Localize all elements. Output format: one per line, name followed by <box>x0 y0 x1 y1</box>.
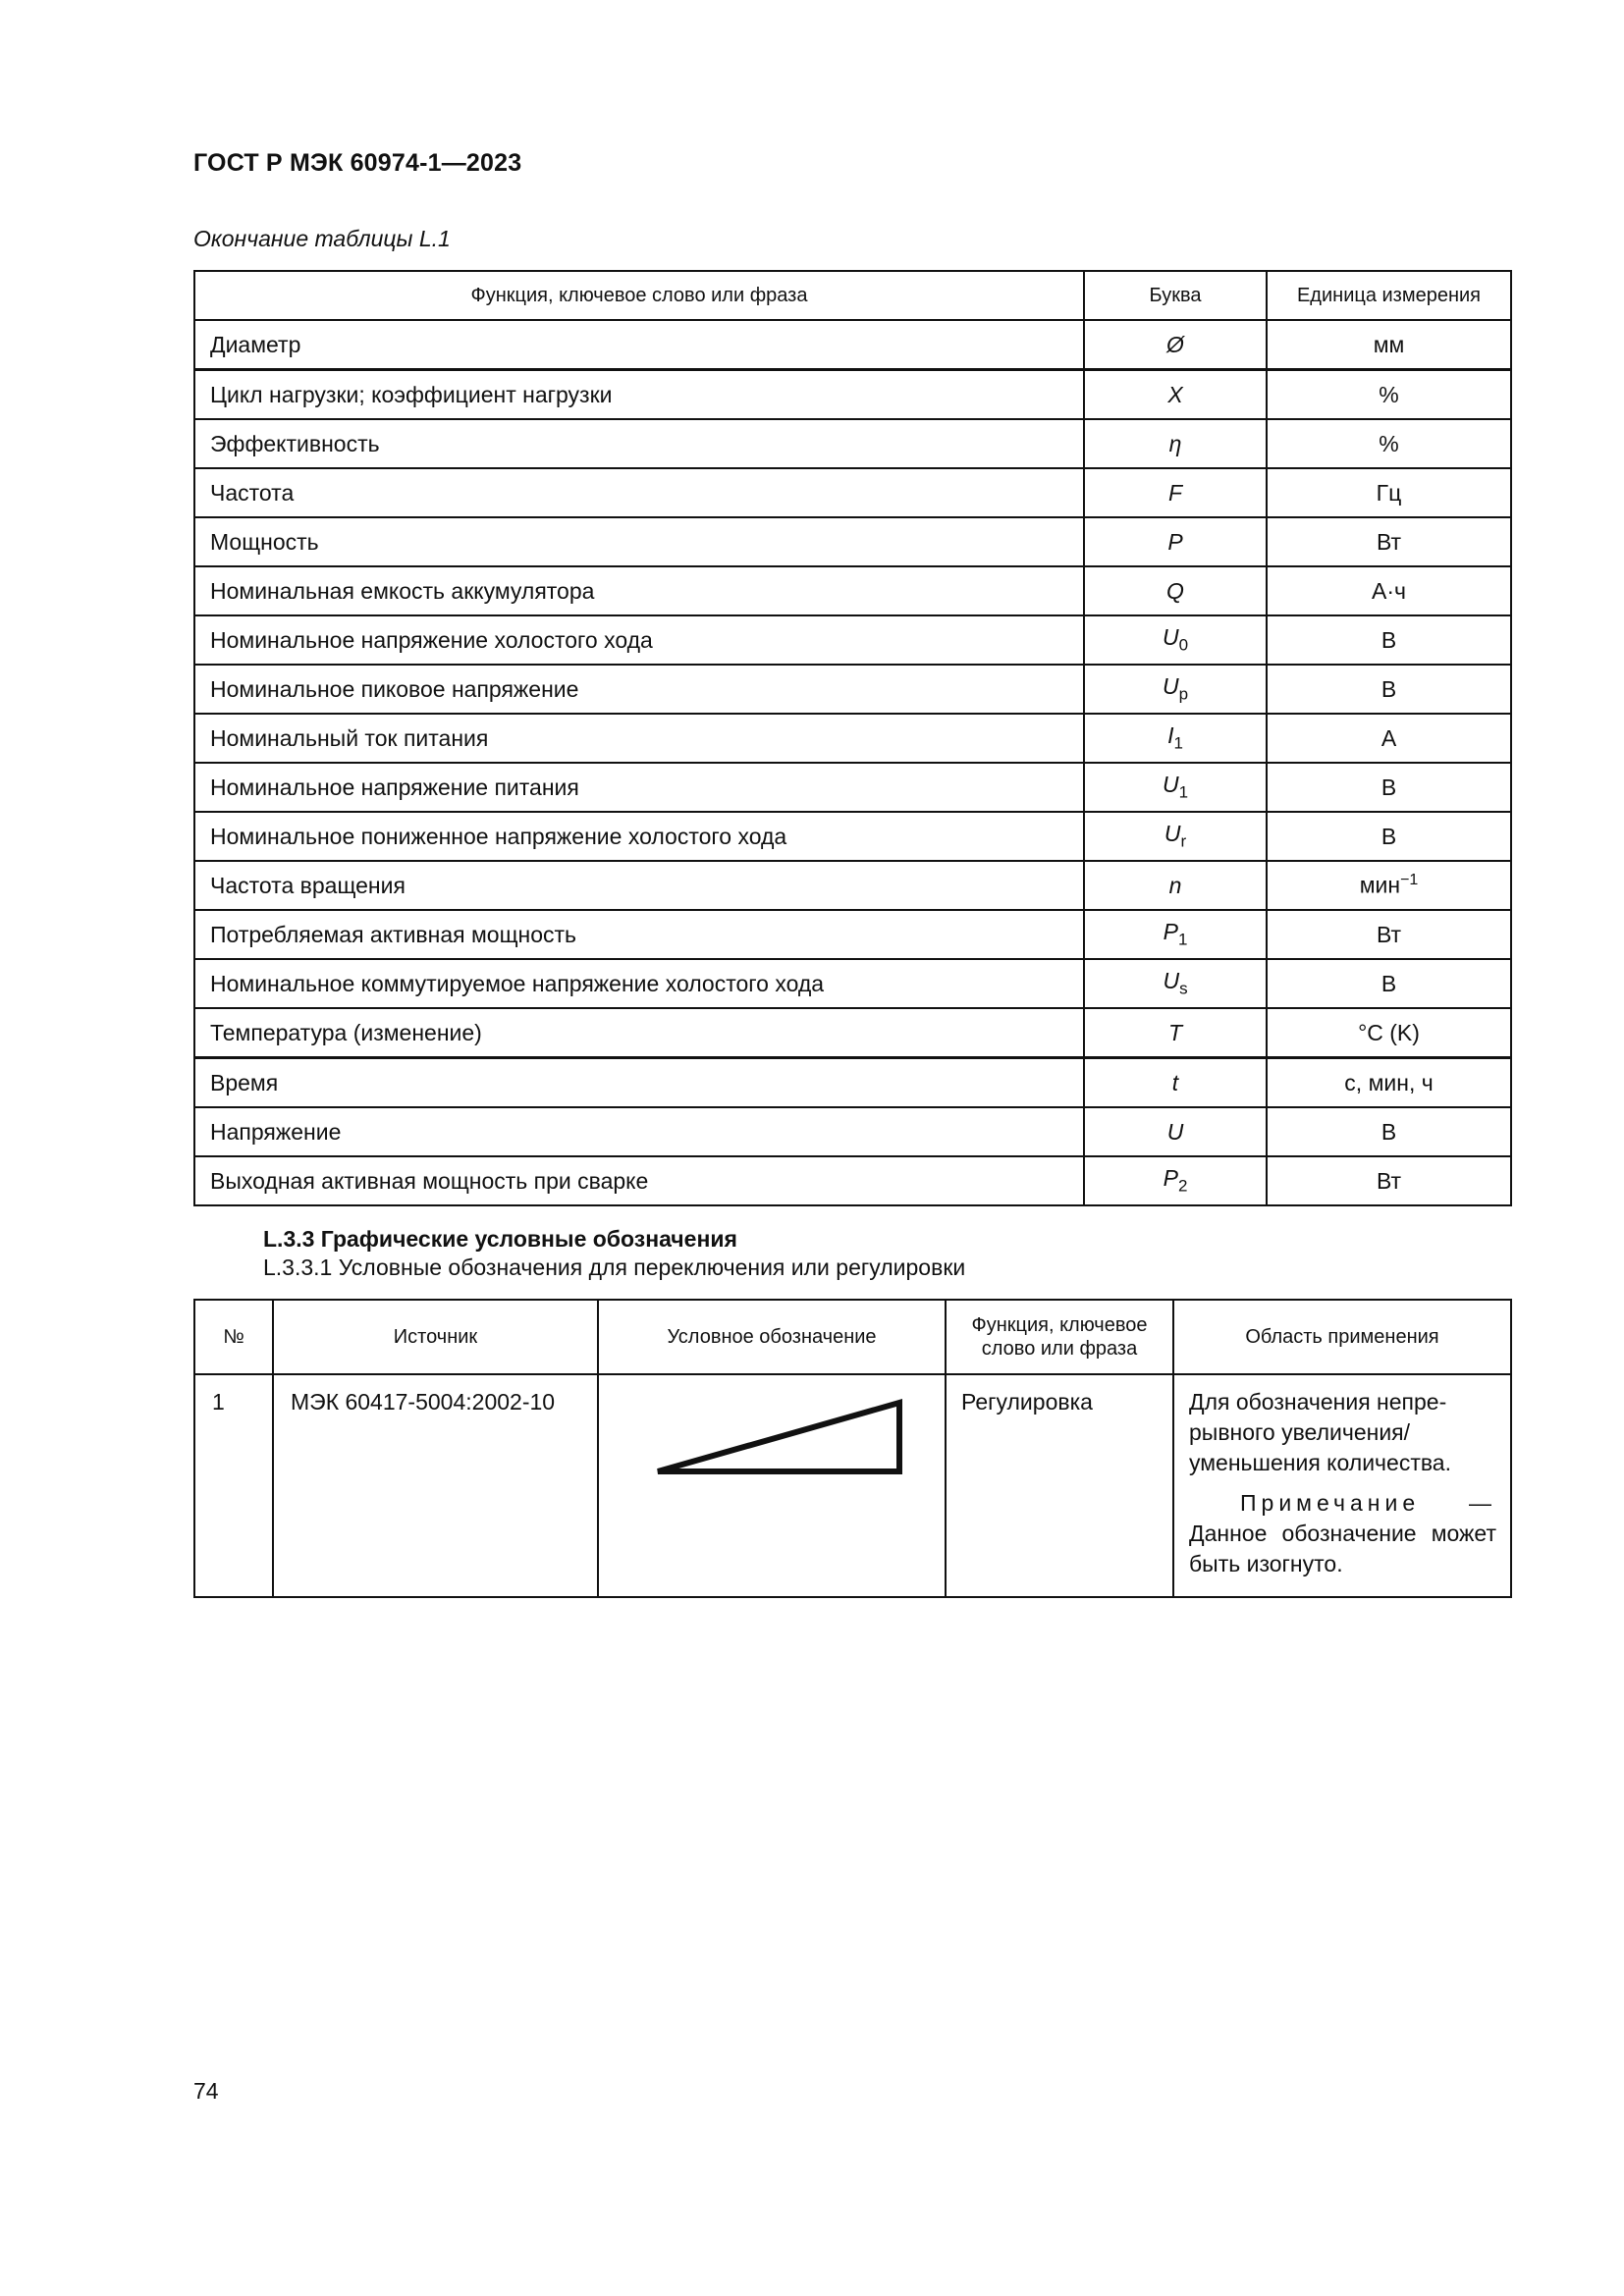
function-cell: Время <box>194 1058 1084 1108</box>
table-row <box>194 812 1511 861</box>
row-number: 1 <box>194 1374 273 1597</box>
letter-cell <box>1084 959 1267 1008</box>
unit-text: В <box>1380 970 1397 996</box>
letter-cell <box>1084 861 1267 910</box>
letter-symbol: P <box>1163 1165 1178 1192</box>
table-row <box>194 468 1511 517</box>
letter-symbol: t <box>1171 1069 1179 1095</box>
function-cell: Напряжение <box>194 1107 1084 1156</box>
letter-subscript: 1 <box>1178 782 1189 802</box>
function-cell: Номинальное коммутируемое напряжение холостого хода <box>194 959 1084 1008</box>
table-caption: Окончание таблицы L.1 <box>193 226 451 251</box>
subsection-title: L.3.3.1 Условные обозначения для переключения или регулировки <box>263 1255 966 1280</box>
unit-text: % <box>1379 430 1399 456</box>
row-function: Регулировка <box>946 1374 1173 1597</box>
unit-text: А <box>1380 724 1397 751</box>
letter-cell <box>1084 517 1267 566</box>
column-header-letter: Буква <box>1084 271 1267 320</box>
letter-symbol: U <box>1162 772 1179 798</box>
table-row <box>194 665 1511 714</box>
unit-text: В <box>1380 823 1397 849</box>
function-cell: Цикл нагрузки; коэффициент нагрузки <box>194 370 1084 420</box>
letter-subscript: s <box>1179 979 1188 998</box>
unit-cell <box>1267 517 1511 566</box>
table-row <box>194 763 1511 812</box>
table-row <box>194 517 1511 566</box>
letter-symbol: P <box>1167 528 1183 555</box>
letter-symbol: X <box>1167 381 1183 407</box>
unit-text: А·ч <box>1372 577 1406 604</box>
unit-text: Вт <box>1376 1167 1402 1194</box>
page-number: 74 <box>193 2078 219 2104</box>
letter-cell <box>1084 1107 1267 1156</box>
table-row <box>194 615 1511 665</box>
letter-symbol: n <box>1168 872 1182 898</box>
letter-symbol: η <box>1168 430 1182 456</box>
letter-cell <box>1084 615 1267 665</box>
table-row <box>194 370 1511 420</box>
letter-cell <box>1084 566 1267 615</box>
unit-cell <box>1267 419 1511 468</box>
function-cell: Потребляемая активная мощность <box>194 910 1084 959</box>
letter-subscript: r <box>1180 831 1187 851</box>
function-cell: Мощность <box>194 517 1084 566</box>
letter-cell <box>1084 1156 1267 1205</box>
table-row <box>194 320 1511 370</box>
function-cell: Диаметр <box>194 320 1084 370</box>
letter-symbol: U <box>1163 968 1180 994</box>
letter-subscript: 1 <box>1173 733 1183 753</box>
letter-symbol: T <box>1167 1019 1183 1045</box>
column-header-area: Область применения <box>1173 1300 1511 1374</box>
function-cell: Эффективность <box>194 419 1084 468</box>
unit-text: В <box>1380 1118 1397 1145</box>
letter-cell <box>1084 1058 1267 1108</box>
function-cell: Выходная активная мощность при сварке <box>194 1156 1084 1205</box>
unit-cell <box>1267 861 1511 910</box>
letter-symbol: I <box>1167 722 1174 749</box>
letter-symbol: U <box>1164 821 1181 847</box>
unit-cell <box>1267 812 1511 861</box>
unit-text: % <box>1379 381 1399 407</box>
letter-cell <box>1084 714 1267 763</box>
table-row <box>194 910 1511 959</box>
letter-symbol: P <box>1163 919 1178 945</box>
letter-symbol: F <box>1167 479 1183 506</box>
letter-symbol: U <box>1166 1118 1184 1145</box>
unit-text: °C (K) <box>1358 1019 1420 1045</box>
function-cell: Номинальное напряжение питания <box>194 763 1084 812</box>
letter-symbol: Ø <box>1166 331 1184 357</box>
letter-cell <box>1084 419 1267 468</box>
unit-cell <box>1267 468 1511 517</box>
letter-subscript: 1 <box>1177 930 1188 949</box>
unit-cell <box>1267 615 1511 665</box>
function-cell: Частота <box>194 468 1084 517</box>
table-row <box>194 1156 1511 1205</box>
letter-subscript: 0 <box>1178 635 1189 655</box>
table-row <box>194 1008 1511 1058</box>
table-header-row <box>194 271 1511 320</box>
unit-cell <box>1267 1008 1511 1058</box>
note-text: Данное обозначение может быть изогнуто. <box>1189 1521 1496 1576</box>
letter-cell <box>1084 665 1267 714</box>
letter-subscript: 2 <box>1177 1176 1188 1196</box>
application-text: Для обозначения непрерывного увеличения/ уменьшения количества. <box>1189 1389 1451 1475</box>
letter-cell <box>1084 910 1267 959</box>
function-cell: Номинальное пиковое напряжение <box>194 665 1084 714</box>
column-header-source: Источник <box>273 1300 598 1374</box>
unit-cell <box>1267 910 1511 959</box>
letter-cell <box>1084 763 1267 812</box>
triangle-adjustment-icon <box>648 1397 903 1485</box>
unit-cell <box>1267 665 1511 714</box>
unit-text: В <box>1380 675 1397 702</box>
unit-text: мин <box>1359 872 1401 898</box>
unit-cell <box>1267 763 1511 812</box>
unit-superscript: −1 <box>1400 872 1419 889</box>
unit-text: Гц <box>1376 479 1402 506</box>
table-row <box>194 1107 1511 1156</box>
letter-cell <box>1084 468 1267 517</box>
table-row <box>194 419 1511 468</box>
note-label: Примечание — <box>1240 1490 1496 1516</box>
unit-text: В <box>1380 626 1397 653</box>
unit-text: В <box>1380 774 1397 800</box>
unit-cell <box>1267 959 1511 1008</box>
table-row <box>194 861 1511 910</box>
table-row <box>194 1058 1511 1108</box>
unit-cell <box>1267 1107 1511 1156</box>
function-cell: Номинальное пониженное напряжение холостого хода <box>194 812 1084 861</box>
column-header-unit: Единица измерения <box>1267 271 1511 320</box>
section-title: L.3.3 Графические условные обозначения <box>263 1226 737 1252</box>
letter-subscript: p <box>1178 684 1189 704</box>
note <box>1189 1488 1496 1579</box>
table-row <box>194 959 1511 1008</box>
symbols-table <box>193 270 1512 1206</box>
letter-cell <box>1084 320 1267 370</box>
unit-text: Вт <box>1376 921 1402 947</box>
graphic-symbols-table <box>193 1299 1512 1598</box>
column-header-symbol: Условное обозначение <box>598 1300 946 1374</box>
letter-cell <box>1084 370 1267 420</box>
column-header-number: № <box>194 1300 273 1374</box>
unit-cell <box>1267 370 1511 420</box>
unit-cell <box>1267 1156 1511 1205</box>
function-cell: Номинальный ток питания <box>194 714 1084 763</box>
unit-cell <box>1267 1058 1511 1108</box>
row-application-area <box>1173 1374 1511 1597</box>
unit-text: мм <box>1373 331 1405 357</box>
row-source: МЭК 60417-5004:2002-10 <box>273 1374 598 1597</box>
table-row <box>194 714 1511 763</box>
table-header-row <box>194 1300 1511 1374</box>
letter-symbol: U <box>1162 673 1179 700</box>
letter-symbol: U <box>1162 624 1179 651</box>
letter-cell <box>1084 812 1267 861</box>
column-header-function: Функция, ключевое слово или фраза <box>946 1300 1173 1374</box>
unit-cell <box>1267 566 1511 615</box>
column-header-function: Функция, ключевое слово или фраза <box>194 271 1084 320</box>
letter-symbol: Q <box>1166 577 1184 604</box>
function-cell: Номинальное напряжение холостого хода <box>194 615 1084 665</box>
document-header: ГОСТ Р МЭК 60974-1—2023 <box>193 149 522 177</box>
function-cell: Номинальная емкость аккумулятора <box>194 566 1084 615</box>
function-cell: Температура (изменение) <box>194 1008 1084 1058</box>
unit-cell <box>1267 714 1511 763</box>
unit-text: с, мин, ч <box>1344 1069 1434 1095</box>
row-symbol <box>598 1374 946 1597</box>
table-row <box>194 1374 1511 1597</box>
unit-text: Вт <box>1376 528 1402 555</box>
letter-cell <box>1084 1008 1267 1058</box>
function-cell: Частота вращения <box>194 861 1084 910</box>
unit-cell <box>1267 320 1511 370</box>
table-row <box>194 566 1511 615</box>
